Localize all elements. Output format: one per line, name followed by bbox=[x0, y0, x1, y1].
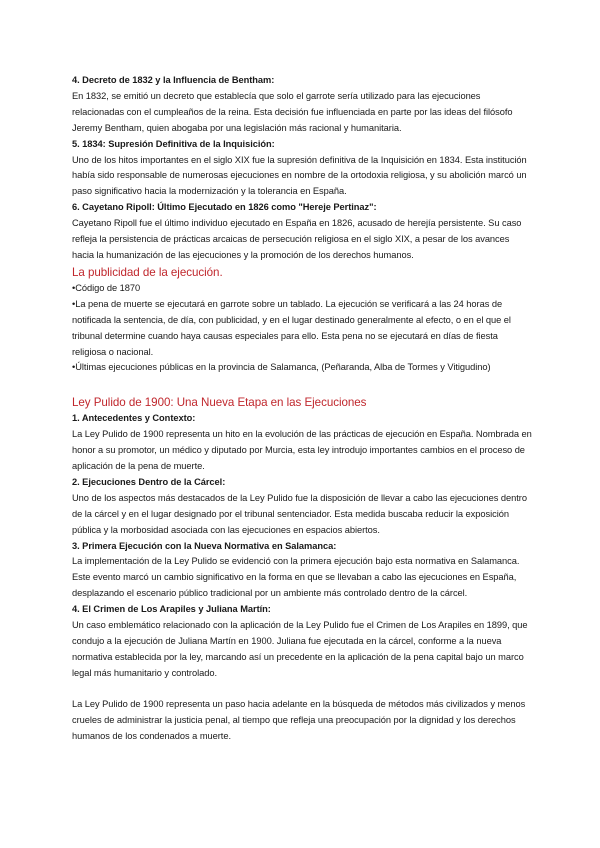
section-heading: 5. 1834: Supresión Definitiva de la Inquisición: bbox=[72, 138, 275, 149]
bullet-item: • La pena de muerte se ejecutará en garrote sobre un tablado. La ejecución se verificará a las 24 horas de notificada la sentencia, de día, con publicidad, y en el lugar destinado generalmente al efecto, o en el que el tribunal determine cuando haya causas especiales para ello. Esta pena no se ejecutará en días de fiesta religiosa o nacional. bbox=[72, 297, 532, 361]
section-heading: 6. Cayetano Ripoll: Último Ejecutado en 1826 como "Hereje Pertinaz": bbox=[72, 202, 377, 213]
bullet-item: • Código de 1870 bbox=[72, 281, 532, 297]
publicidad-title: La publicidad de la ejecución. bbox=[72, 265, 223, 279]
spacer bbox=[72, 376, 532, 394]
bullet-item: • Últimas ejecuciones públicas en la provincia de Salamanca, (Peñaranda, Alba de Tormes y Vitigudino) bbox=[72, 360, 532, 376]
section-body: Uno de los hitos importantes en el siglo XIX fue la supresión definitiva de la Inquisición en 1834. Esta institución había sido responsable de numerosas ejecuciones en nombre de la ortodoxia religiosa, y su abolición marcó un paso significativo hacia la modernización y la tolerancia en España. bbox=[72, 154, 527, 197]
conclusion-paragraph: La Ley Pulido de 1900 representa un paso hacia adelante en la búsqueda de métodos más civilizados y menos crueles de administrar la justicia penal, al tiempo que refleja una preocupación por la dignidad y los derechos humanos de los condenados a muerte. bbox=[72, 698, 526, 741]
section-heading: 4. Decreto de 1832 y la Influencia de Bentham: bbox=[72, 75, 275, 85]
subsection-body: La implementación de la Ley Pulido se evidenció con la primera ejecución bajo esta normativa en Salamanca. Este evento marcó un cambio significativo en la forma en que se llevaban a cabo las ejecuciones en España, desplazando el escenario público tradicional por un ambiente más controlado dentro de la cárcel. bbox=[72, 556, 520, 599]
section-body: En 1832, se emitió un decreto que establecía que solo el garrote sería utilizado para las ejecuciones relacionadas con el cumpleaños de la reina. Esta decisión fue influenciada en parte por las ideas del filósofo Jeremy Bentham, quien abogaba por una legislación más racional y humanitaria. bbox=[72, 90, 513, 133]
document-content bbox=[72, 73, 532, 744]
subsection-body: Un caso emblemático relacionado con la aplicación de la Ley Pulido fue el Crimen de Los Arapiles en 1899, que condujo a la ejecución de Juliana Martín en 1900. Juliana fue ejecutada en la cárcel, conforme a la nueva normativa establecida por la ley, marcando así un precedente en la aplicación de la pena capital bajo un marco legal más humanitario y controlado. bbox=[72, 620, 528, 678]
subsection-heading: 3. Primera Ejecución con la Nueva Normativa en Salamanca: bbox=[72, 540, 337, 551]
subsection-body: Uno de los aspectos más destacados de la Ley Pulido fue la disposición de llevar a cabo las ejecuciones dentro de la cárcel y en el lugar designado por el tribunal sentenciador. Esta medida buscaba reducir la exposición pública y la morbosidad asociada con las ejecuciones en espacios abiertos. bbox=[72, 492, 527, 535]
subsection-heading: 2. Ejecuciones Dentro de la Cárcel: bbox=[72, 476, 226, 487]
spacer bbox=[72, 682, 532, 697]
subsection-heading: 1. Antecedentes y Contexto: bbox=[72, 413, 196, 424]
ley-pulido-title: Ley Pulido de 1900: Una Nueva Etapa en las Ejecuciones bbox=[72, 396, 367, 410]
subsection-heading: 4. El Crimen de Los Arapiles y Juliana Martín: bbox=[72, 604, 271, 615]
section-body: Cayetano Ripoll fue el último individuo ejecutado en España en 1826, acusado de herejía persistente. Su caso refleja la persistencia de prácticas arcaicas de persecución religiosa en el siglo XIX, a pesar de los avances hacia la humanización de las ejecuciones y la promoción de los derechos humanos. bbox=[72, 218, 522, 260]
subsection-body: La Ley Pulido de 1900 representa un hito en la evolución de las prácticas de ejecución en España. Nombrada en honor a su promotor, un médico y diputado por Murcia, esta ley introdujo importantes cambios en el proceso de aplicación de la pena de muerte. bbox=[72, 429, 532, 472]
